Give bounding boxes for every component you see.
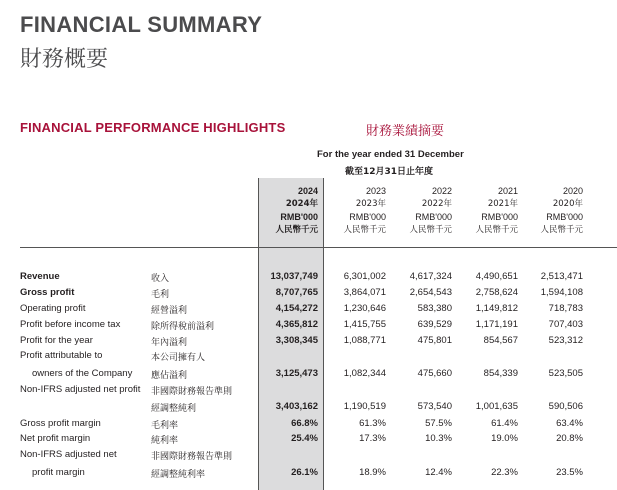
- column-header-year: 2022: [431, 186, 452, 196]
- row-value-2023: 1,190,519: [343, 401, 386, 412]
- row-value-2021: 854,567: [483, 335, 518, 346]
- section-title-en: FINANCIAL PERFORMANCE HIGHLIGHTS: [20, 120, 286, 135]
- column-header-year: 2021: [497, 186, 518, 196]
- column-header-unit-zh: 人民幣千元: [475, 225, 518, 235]
- table-row: [0, 384, 617, 399]
- row-label-zh: 經調整純利率: [151, 470, 206, 480]
- row-label-en: profit margin: [32, 467, 85, 478]
- row-label-zh: 經營溢利: [151, 306, 188, 316]
- column-header-1: [316, 185, 386, 237]
- row-value-2024: 13,037,749: [270, 271, 318, 282]
- row-label-zh: 本公司擁有人: [151, 353, 206, 363]
- row-value-2020: 523,312: [548, 335, 583, 346]
- row-value-2023: 3,864,071: [343, 287, 386, 298]
- column-header-year: 2023: [365, 186, 386, 196]
- row-value-2024: 25.4%: [291, 433, 318, 444]
- row-value-2020: 23.5%: [556, 467, 583, 478]
- row-label-en: Net profit margin: [20, 433, 91, 444]
- row-label-en: Revenue: [20, 271, 60, 282]
- row-value-2020: 2,513,471: [540, 271, 583, 282]
- row-value-2021: 4,490,651: [475, 271, 518, 282]
- column-header-2: [382, 185, 452, 237]
- row-value-2023: 61.3%: [359, 418, 386, 429]
- period-label-zh: 截至12月31日止年度: [345, 167, 434, 177]
- row-value-2022: 639,529: [417, 319, 452, 330]
- row-value-2021: 1,171,191: [475, 319, 518, 330]
- row-value-2022: 12.4%: [425, 467, 452, 478]
- column-header-year-zh: 2021年: [487, 199, 518, 209]
- row-value-2023: 1,230,646: [343, 303, 386, 314]
- row-label-en: Operating profit: [20, 303, 86, 314]
- row-value-2021: 19.0%: [491, 433, 518, 444]
- column-header-year-zh: 2020年: [552, 199, 583, 209]
- row-label-en: Profit before income tax: [20, 319, 121, 330]
- row-value-2022: 583,380: [417, 303, 452, 314]
- row-value-2024: 3,308,345: [275, 335, 318, 346]
- column-header-unit-en: RMB'000: [481, 212, 518, 222]
- page-title-en: FINANCIAL SUMMARY: [20, 12, 263, 37]
- row-value-2021: 2,758,624: [475, 287, 518, 298]
- column-header-unit-zh: 人民幣千元: [343, 225, 386, 235]
- row-value-2022: 4,617,324: [409, 271, 452, 282]
- row-value-2022: 2,654,543: [409, 287, 452, 298]
- column-header-year-zh: 2024年: [285, 199, 318, 209]
- table-row: [0, 335, 617, 350]
- column-header-year-zh: 2023年: [355, 199, 386, 209]
- row-value-2023: 1,082,344: [343, 368, 386, 379]
- row-value-2023: 18.9%: [359, 467, 386, 478]
- row-value-2021: 854,339: [483, 368, 518, 379]
- table-row: [0, 449, 617, 464]
- column-header-unit-zh: 人民幣千元: [409, 225, 452, 235]
- row-value-2024: 8,707,765: [275, 287, 318, 298]
- row-label-en: Profit for the year: [20, 335, 93, 346]
- row-label-zh: 應佔溢利: [151, 371, 188, 381]
- column-header-4: [513, 185, 583, 237]
- section-title-zh: 財務業績摘要: [366, 124, 445, 139]
- row-label-en: Non-IFRS adjusted net: [20, 449, 117, 460]
- row-value-2020: 707,403: [548, 319, 583, 330]
- row-value-2024: 3,125,473: [275, 368, 318, 379]
- row-value-2021: 22.3%: [491, 467, 518, 478]
- table-row: [0, 350, 617, 365]
- column-header-unit-zh: 人民幣千元: [540, 225, 583, 235]
- row-value-2022: 475,801: [417, 335, 452, 346]
- row-label-en: Gross profit: [20, 287, 75, 298]
- row-value-2020: 590,506: [548, 401, 583, 412]
- row-label-zh: 非國際財務報告準則: [151, 452, 233, 462]
- row-value-2023: 1,088,771: [343, 335, 386, 346]
- table-row: [0, 467, 617, 482]
- row-value-2024: 4,154,272: [275, 303, 318, 314]
- row-label-en: Profit attributable to: [20, 350, 103, 361]
- row-value-2020: 63.4%: [556, 418, 583, 429]
- column-header-unit-zh: 人民幣千元: [275, 225, 318, 235]
- row-value-2023: 17.3%: [359, 433, 386, 444]
- period-label-en: For the year ended 31 December: [317, 149, 464, 160]
- row-value-2023: 6,301,002: [343, 271, 386, 282]
- row-value-2022: 10.3%: [425, 433, 452, 444]
- row-value-2022: 475,660: [417, 368, 452, 379]
- row-label-zh: 非國際財務報告準則: [151, 387, 233, 397]
- column-header-unit-en: RMB'000: [349, 212, 386, 222]
- row-label-zh: 經調整純利: [151, 404, 197, 414]
- table-row: [0, 319, 617, 334]
- table-row: [0, 368, 617, 383]
- row-value-2024: 66.8%: [291, 418, 318, 429]
- table-row: [0, 271, 617, 286]
- row-label-zh: 純利率: [151, 436, 179, 446]
- table-row: [0, 401, 617, 416]
- row-value-2021: 61.4%: [491, 418, 518, 429]
- page-title-zh: 財務概要: [20, 47, 109, 72]
- row-value-2021: 1,149,812: [475, 303, 518, 314]
- table-row: [0, 303, 617, 318]
- table-row: [0, 418, 617, 433]
- row-value-2020: 1,594,108: [540, 287, 583, 298]
- row-value-2021: 1,001,635: [475, 401, 518, 412]
- row-value-2023: 1,415,755: [343, 319, 386, 330]
- row-value-2022: 57.5%: [425, 418, 452, 429]
- row-label-zh: 毛利率: [151, 421, 179, 431]
- row-value-2024: 3,403,162: [275, 401, 318, 412]
- row-value-2022: 573,540: [417, 401, 452, 412]
- column-header-3: [448, 185, 518, 237]
- column-header-unit-en: RMB'000: [280, 212, 318, 222]
- row-value-2020: 20.8%: [556, 433, 583, 444]
- row-value-2024: 26.1%: [291, 467, 318, 478]
- row-label-zh: 除所得稅前溢利: [151, 322, 215, 332]
- row-label-en: owners of the Company: [32, 368, 133, 379]
- column-header-unit-en: RMB'000: [546, 212, 583, 222]
- row-value-2020: 523,505: [548, 368, 583, 379]
- row-value-2020: 718,783: [548, 303, 583, 314]
- column-header-year: 2024: [297, 186, 318, 196]
- row-label-zh: 年內溢利: [151, 338, 188, 348]
- column-header-0: [248, 185, 318, 237]
- column-header-year: 2020: [562, 186, 583, 196]
- header-divider: [20, 247, 617, 248]
- table-row: [0, 433, 617, 448]
- column-header-year-zh: 2022年: [421, 199, 452, 209]
- column-header-unit-en: RMB'000: [415, 212, 452, 222]
- table-row: [0, 287, 617, 302]
- row-value-2024: 4,365,812: [275, 319, 318, 330]
- row-label-en: Gross profit margin: [20, 418, 101, 429]
- row-label-en: Non-IFRS adjusted net profit: [20, 384, 141, 395]
- row-label-zh: 毛利: [151, 290, 170, 300]
- row-label-zh: 收入: [151, 274, 170, 284]
